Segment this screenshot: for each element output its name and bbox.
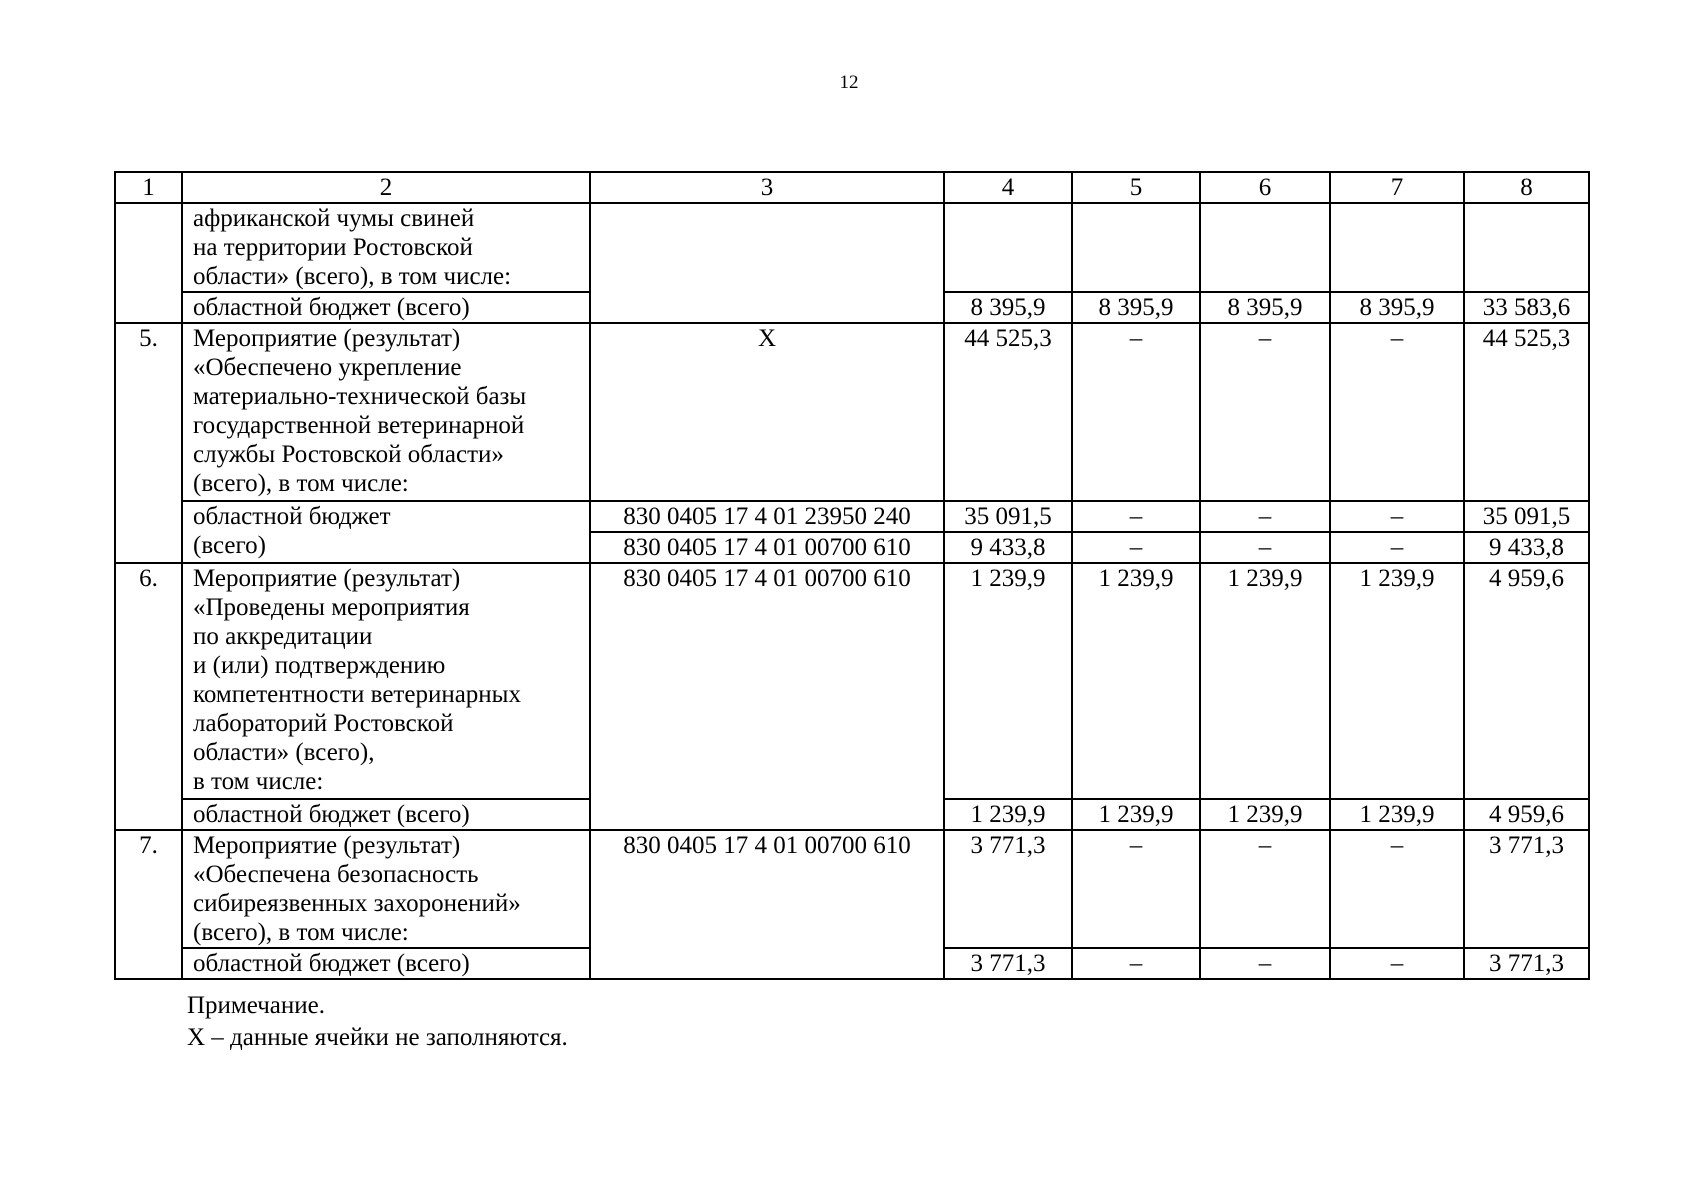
measure-name	[182, 203, 590, 292]
text-line: и (или) подтверждению	[193, 652, 446, 679]
value-cell: –	[1072, 501, 1200, 532]
budget-label	[182, 501, 590, 563]
value-cell: –	[1330, 948, 1464, 979]
footnote	[187, 990, 568, 1054]
table-row	[115, 563, 1589, 799]
column-number: 1	[115, 172, 182, 203]
row-number: 7.	[115, 830, 182, 979]
text-line: «Обеспечено укрепление	[193, 354, 462, 381]
value-cell: –	[1200, 830, 1330, 948]
budget-code: 830 0405 17 4 01 00700 610	[590, 563, 944, 830]
value-cell: –	[1330, 532, 1464, 563]
budget-label: областной бюджет (всего)	[182, 799, 590, 830]
value-cell: –	[1330, 830, 1464, 948]
value-cell: –	[1200, 948, 1330, 979]
value-cell: –	[1330, 323, 1464, 501]
value-cell-empty	[1330, 203, 1464, 292]
text-line: африканской чумы свиней	[193, 205, 475, 232]
value-cell: 3 771,3	[1464, 830, 1589, 948]
text-line: Мероприятие (результат)	[193, 832, 461, 859]
text-line: «Проведены мероприятия	[193, 594, 470, 621]
row-number: 5.	[115, 323, 182, 563]
table-row	[115, 830, 1589, 948]
budget-code: 830 0405 17 4 01 00700 610	[590, 830, 944, 979]
text-line: Мероприятие (результат)	[193, 325, 461, 352]
measure-name	[182, 830, 590, 948]
row-number: 6.	[115, 563, 182, 830]
value-cell: –	[1072, 323, 1200, 501]
column-number: 8	[1464, 172, 1589, 203]
budget-code: 830 0405 17 4 01 00700 610	[590, 532, 944, 563]
column-number: 6	[1200, 172, 1330, 203]
column-number: 5	[1072, 172, 1200, 203]
page-number: 12	[839, 72, 859, 93]
value-cell-empty	[1200, 203, 1330, 292]
text-line: в том числе:	[193, 768, 324, 795]
budget-table	[114, 171, 1590, 980]
value-cell: 1 239,9	[1330, 799, 1464, 830]
text-line: областной бюджет	[193, 503, 391, 530]
value-cell: 44 525,3	[1464, 323, 1589, 501]
text-line: (всего), в том числе:	[193, 470, 409, 497]
value-cell: 9 433,8	[944, 532, 1072, 563]
value-cell: 1 239,9	[1072, 799, 1200, 830]
text-line: службы Ростовской области»	[193, 441, 504, 468]
text-line: государственной ветеринарной	[193, 412, 525, 439]
value-cell: 1 239,9	[1200, 563, 1330, 799]
value-cell: 35 091,5	[944, 501, 1072, 532]
text-line: материально-технической базы	[193, 383, 527, 410]
measure-name	[182, 323, 590, 501]
text-line: по аккредитации	[193, 623, 373, 650]
table-row	[115, 323, 1589, 501]
value-cell: 8 395,9	[1330, 292, 1464, 323]
table-row	[115, 203, 1589, 292]
column-number: 7	[1330, 172, 1464, 203]
value-cell: 3 771,3	[1464, 948, 1589, 979]
column-number: 4	[944, 172, 1072, 203]
value-cell: 1 239,9	[944, 799, 1072, 830]
value-cell-empty	[1464, 203, 1589, 292]
table-row	[115, 501, 1589, 532]
text-line: лабораторий Ростовской	[193, 710, 454, 737]
column-number: 2	[182, 172, 590, 203]
budget-code-empty	[590, 203, 944, 323]
value-cell: –	[1200, 532, 1330, 563]
value-cell: 8 395,9	[944, 292, 1072, 323]
text-line: компетентности ветеринарных	[193, 681, 521, 708]
text-line: (всего), в том числе:	[193, 919, 409, 946]
value-cell: 4 959,6	[1464, 799, 1589, 830]
value-cell: 33 583,6	[1464, 292, 1589, 323]
value-cell: –	[1200, 323, 1330, 501]
footnote-text: Х – данные ячейки не заполняются.	[187, 1024, 568, 1051]
budget-code: Х	[590, 323, 944, 501]
value-cell: 9 433,8	[1464, 532, 1589, 563]
value-cell: 8 395,9	[1072, 292, 1200, 323]
footnote-title: Примечание.	[187, 992, 326, 1019]
measure-name	[182, 563, 590, 799]
value-cell-empty	[944, 203, 1072, 292]
text-line: (всего)	[193, 532, 266, 559]
text-line: «Обеспечена безопасность	[193, 861, 479, 888]
value-cell: 1 239,9	[1072, 563, 1200, 799]
value-cell: 4 959,6	[1464, 563, 1589, 799]
value-cell: 44 525,3	[944, 323, 1072, 501]
value-cell: –	[1200, 501, 1330, 532]
value-cell: –	[1072, 830, 1200, 948]
text-line: области» (всего), в том числе:	[193, 263, 512, 290]
value-cell: –	[1072, 948, 1200, 979]
value-cell: 35 091,5	[1464, 501, 1589, 532]
budget-label: областной бюджет (всего)	[182, 948, 590, 979]
text-line: области» (всего),	[193, 739, 375, 766]
text-line: Мероприятие (результат)	[193, 565, 461, 592]
value-cell: –	[1330, 501, 1464, 532]
column-number-row	[115, 172, 1589, 203]
value-cell: 8 395,9	[1200, 292, 1330, 323]
value-cell: 1 239,9	[944, 563, 1072, 799]
value-cell: 1 239,9	[1330, 563, 1464, 799]
budget-label: областной бюджет (всего)	[182, 292, 590, 323]
row-number-empty	[115, 203, 182, 323]
budget-code: 830 0405 17 4 01 23950 240	[590, 501, 944, 532]
text-line: сибиреязвенных захоронений»	[193, 890, 521, 917]
value-cell: 3 771,3	[944, 830, 1072, 948]
value-cell-empty	[1072, 203, 1200, 292]
column-number: 3	[590, 172, 944, 203]
text-line: на территории Ростовской	[193, 234, 473, 261]
value-cell: –	[1072, 532, 1200, 563]
value-cell: 1 239,9	[1200, 799, 1330, 830]
value-cell: 3 771,3	[944, 948, 1072, 979]
